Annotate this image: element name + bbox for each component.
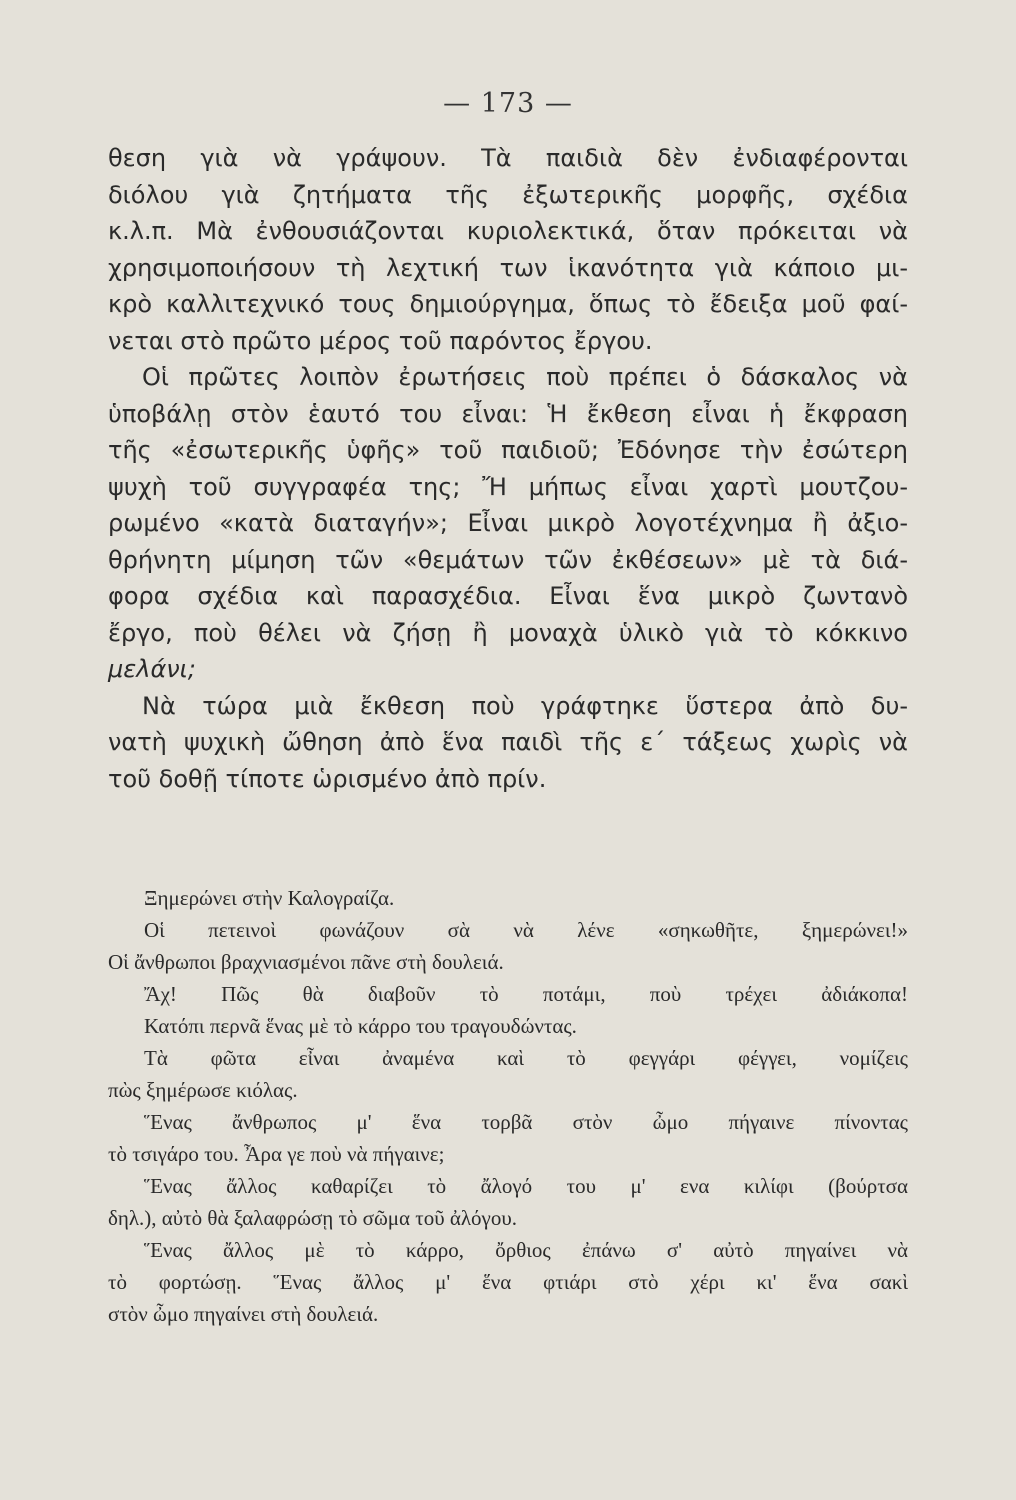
essay-line: Ἄχ! Πῶς θὰ διαβοῦν τὸ ποτάμι, ποὺ τρέχει ἀδιάκοπα! <box>144 982 908 1006</box>
essay-line: τὸ φορτώσῃ. Ἕνας ἄλλος μ' ἕνα φτιάρι στὸ χέρι κι' ἕνα σακὶ <box>108 1270 908 1294</box>
essay-line: πὼς ξημέρωσε κιόλας. <box>108 1078 298 1102</box>
text-line: Οἱ πρῶτες λοιπὸν ἐρωτήσεις ποὺ πρέπει ὁ δάσκαλος νὰ <box>142 363 908 391</box>
text-line: τοῦ δοθῇ τίποτε ὡρισμένο ἀπὸ πρίν. <box>108 764 547 793</box>
essay-line: δηλ.), αὐτὸ θὰ ξαλαφρώσῃ τὸ σῶμα τοῦ ἀλόγου. <box>108 1206 517 1230</box>
page-number: — 173 — <box>443 88 573 119</box>
prose-section <box>108 140 908 797</box>
text-line: ἔργο, ποὺ θέλει νὰ ζήσῃ ἢ μοναχὰ ὑλικὸ γιὰ τὸ κόκκινο <box>108 618 908 647</box>
student-essay-section <box>108 882 908 1330</box>
text-line: μελάνι; <box>108 655 196 683</box>
text-line: νατὴ ψυχικὴ ὤθηση ἀπὸ ἕνα παιδὶ τῆς ε΄ τάξεως χωρὶς νὰ <box>108 728 908 756</box>
essay-line: Ἕνας ἄλλος καθαρίζει τὸ ἄλογό του μ' ενα κιλίφι (βούρτσα <box>144 1174 908 1198</box>
essay-line: Οἱ πετεινοὶ φωνάζουν σὰ νὰ λένε «σηκωθῆτε, ξημερώνει!» <box>144 918 908 942</box>
text-line: τῆς «ἐσωτερικῆς ὑφῆς» τοῦ παιδιοῦ; Ἐδόνησε τὴν ἐσώτερη <box>108 436 908 464</box>
text-line: θεση γιὰ νὰ γράψουν. Τὰ παιδιὰ δὲν ἐνδιαφέρονται <box>108 144 908 172</box>
text-line: ψυχὴ τοῦ συγγραφέα της; Ἤ μήπως εἶναι χαρτὶ μουτζου- <box>108 472 908 501</box>
essay-line: Κατόπι περνᾶ ἕνας μὲ τὸ κάρρο του τραγουδώντας. <box>144 1014 577 1038</box>
essay-line: τὸ τσιγάρο του. Ἆρα γε ποὺ νὰ πήγαινε; <box>108 1142 445 1166</box>
essay-line: Τὰ φῶτα εἶναι ἀναμένα καὶ τὸ φεγγάρι φέγγει, νομίζεις <box>144 1046 908 1070</box>
text-line: χρησιμοποιήσουν τὴ λεχτική των ἱκανότητα γιὰ κάποιο μι- <box>108 253 908 282</box>
essay-line: Ἕνας ἄνθρωπος μ' ἕνα τορβᾶ στὸν ὦμο πήγαινε πίνοντας <box>144 1110 908 1134</box>
essay-line: Οἱ ἄνθρωποι βραχνιασμένοι πᾶνε στὴ δουλειά. <box>108 950 504 974</box>
text-line: κρὸ καλλιτεχνικό τους δημιούργημα, ὅπως τὸ ἔδειξα μοῦ φαί- <box>108 290 908 318</box>
text-line: ὑποβάλῃ στὸν ἑαυτό του εἶναι: Ἡ ἔκθεση εἶναι ἡ ἔκφραση <box>108 399 908 428</box>
text-line: κ.λ.π. Μὰ ἐνθουσιάζονται κυριολεκτικά, ὅταν πρόκειται νὰ <box>108 217 908 245</box>
text-line: θρήνητη μίμηση τῶν «θεμάτων τῶν ἐκθέσεων» μὲ τὰ διά- <box>108 545 908 574</box>
text-line: διόλου γιὰ ζητήματα τῆς ἐξωτερικῆς μορφῆς, σχέδια <box>108 180 908 209</box>
text-line: νεται στὸ πρῶτο μέρος τοῦ παρόντος ἔργου. <box>108 326 653 355</box>
text-line: φορα σχέδια καὶ παρασχέδια. Εἶναι ἕνα μικρὸ ζωντανὸ <box>108 582 908 610</box>
essay-line: Ἕνας ἄλλος μὲ τὸ κάρρο, ὄρθιος ἐπάνω σ' αὐτὸ πηγαίνει νὰ <box>144 1238 908 1262</box>
essay-line: Ξημερώνει στὴν Καλογραίζα. <box>144 886 395 910</box>
text-line: ρωμένο «κατὰ διαταγήν»; Εἶναι μικρὸ λογοτέχνημα ἢ ἀξιο- <box>108 509 908 537</box>
essay-line: στὸν ὦμο πηγαίνει στὴ δουλειά. <box>108 1302 379 1326</box>
text-line: Νὰ τώρα μιὰ ἔκθεση ποὺ γράφτηκε ὕστερα ἀπὸ δυ- <box>142 691 908 720</box>
